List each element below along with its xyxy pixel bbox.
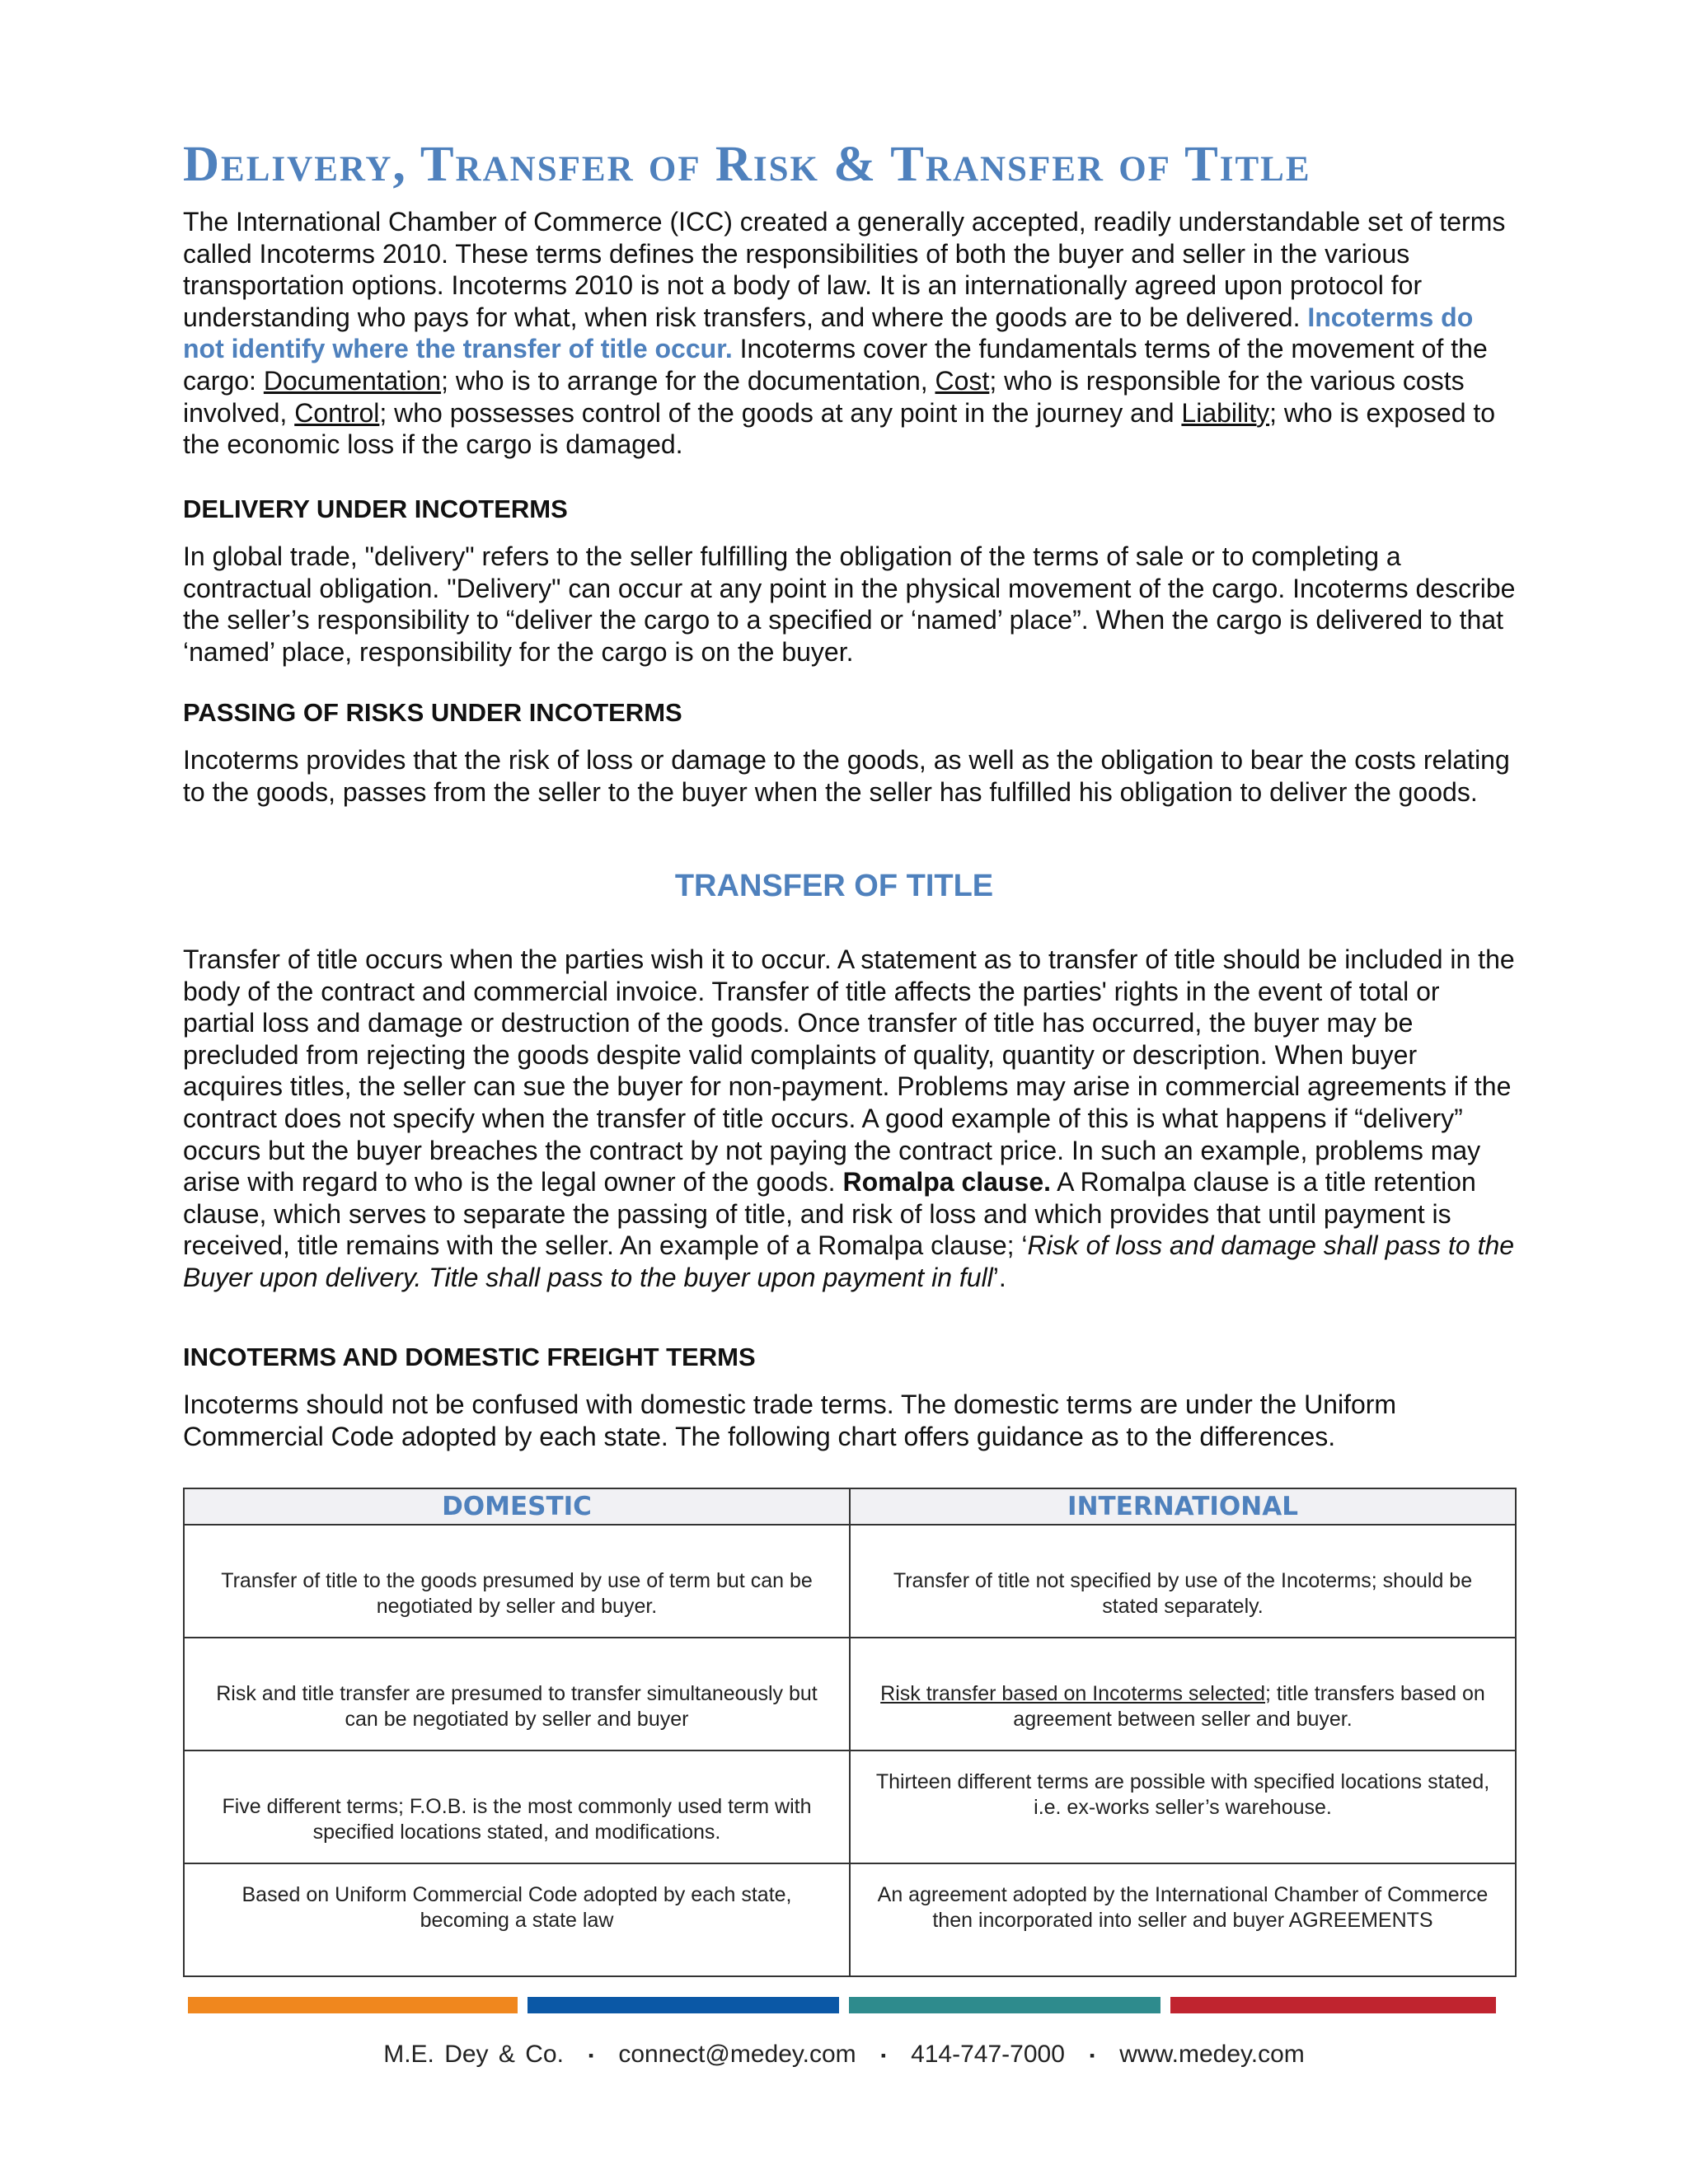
documentation-term: Documentation	[263, 365, 442, 396]
transfer-of-title-heading: TRANSFER OF TITLE	[674, 869, 994, 903]
table-header-row	[184, 1488, 1516, 1525]
footer-bar-red	[1170, 1997, 1496, 2013]
table-row	[184, 1750, 1516, 1863]
risks-heading: PASSING OF RISKS UNDER INCOTERMS	[183, 698, 682, 727]
cost-term: Cost	[935, 365, 990, 396]
table-cell: Transfer of title not specified by use of the Incoterms; should be stated separately.	[850, 1525, 1516, 1638]
domestic-heading: INCOTERMS AND DOMESTIC FREIGHT TERMS	[183, 1343, 756, 1371]
liability-text: ; who is exposed to the economic loss if the cargo is damaged.	[183, 397, 1496, 460]
romalpa-quote: Risk of loss and damage shall pass to the Buyer upon delivery. Title shall pass to the buyer upon payment in full	[183, 1230, 1515, 1292]
documentation-text: ; who is to arrange for the documentation,	[441, 365, 928, 396]
intro-paragraph	[183, 206, 1518, 461]
column-header-domestic: DOMESTIC	[184, 1488, 850, 1525]
comparison-table	[183, 1488, 1517, 1977]
risks-paragraph: Incoterms provides that the risk of loss or damage to the goods, as well as the obligation to bear the costs relating to the goods, passes from the seller to the buyer when the seller has fulfilled his obligation to deliver the goods.	[183, 745, 1510, 807]
footer	[0, 2041, 1688, 2069]
table-cell	[850, 1638, 1516, 1750]
footer-company: M.E. Dey & Co.	[383, 2041, 564, 2068]
table-cell: Risk and title transfer are presumed to transfer simultaneously but can be negotiated by seller and buyer	[184, 1638, 850, 1750]
table-cell: Transfer of title to the goods presumed by use of term but can be negotiated by seller and buyer.	[184, 1525, 850, 1638]
transfer-body-text: Transfer of title occurs when the parties wish it to occur. A statement as to transfer of title should be included in the body of the contract and commercial invoice. Transfer of title affects the parties' rights in the event of total or partial loss and damage or destruction of the goods. Once transfer of title has occurred, the buyer may be precluded from rejecting the goods despite valid complaints of quality, quantity or description. When buyer acquires titles, the seller can sue the buyer for non-payment. Problems may arise in commercial agreements if the contract does not specify when the transfer of title occurs. A good example of this is what happens if “delivery” occurs but the buyer breaches the contract by not paying the contract price. In such an example, problems may arise with regard to who is the legal owner of the goods.	[183, 944, 1515, 1197]
table-cell: An agreement adopted by the International Chamber of Commerce then incorporated into seller and buyer AGREEMENTS	[850, 1863, 1516, 1976]
intro-text-2: Incoterms cover the fundamentals terms of the movement of the cargo:	[183, 334, 1488, 396]
liability-term: Liability	[1181, 397, 1270, 428]
table-row	[184, 1525, 1516, 1638]
risk-transfer-underlined: Risk transfer based on Incoterms selected	[880, 1681, 1266, 1705]
delivery-paragraph: In global trade, "delivery" refers to the seller fulfilling the obligation of the terms of sale or to completing a contractual obligation. "Delivery" can occur at any point in the physical movement of the cargo. Incoterms describe the seller’s responsibility to “deliver the cargo to a specified or ‘named’ place”. When the cargo is delivered to that ‘named’ place, responsibility for the cargo is on the buyer.	[183, 541, 1516, 667]
cost-text: ; who is responsible for the various costs involved,	[183, 365, 1465, 428]
footer-email[interactable]: connect@medey.com	[618, 2041, 856, 2068]
footer-bar-orange	[188, 1997, 518, 2013]
romalpa-end: ’.	[992, 1262, 1006, 1292]
control-term: Control	[294, 397, 380, 428]
domestic-paragraph: Incoterms should not be confused with domestic trade terms. The domestic terms are under the Uniform Commercial Code adopted by each state. The following chart offers guidance as to the differences.	[183, 1390, 1397, 1451]
column-header-international: INTERNATIONAL	[850, 1488, 1516, 1525]
intro-text: The International Chamber of Commerce (ICC) created a generally accepted, readily understandable set of terms called Incoterms 2010. These terms defines the responsibilities of both the buyer and seller in the various transportation options. Incoterms 2010 is not a body of law. It is an internationally agreed upon protocol for understanding who pays for what, when risk transfers, and where the goods are to be delivered.	[183, 207, 1506, 332]
control-text: ; who possesses control of the goods at any point in the journey and	[379, 397, 1175, 428]
page-title: Delivery, Transfer of Risk & Transfer of Title	[183, 137, 1311, 192]
table-cell: Thirteen different terms are possible with specified locations stated, i.e. ex-works seller’s warehouse.	[850, 1750, 1516, 1863]
romalpa-label: Romalpa clause.	[842, 1167, 1051, 1197]
table-cell: Based on Uniform Commercial Code adopted by each state, becoming a state law	[184, 1863, 850, 1976]
delivery-heading: DELIVERY UNDER INCOTERMS	[183, 494, 568, 523]
footer-website[interactable]: www.medey.com	[1119, 2041, 1305, 2068]
footer-bar-blue	[528, 1997, 839, 2013]
risk-transfer-text: ; title transfers based on agreement between seller and buyer.	[1013, 1681, 1485, 1731]
intro-highlight: Incoterms do not identify where the transfer of title occur.	[183, 302, 1474, 364]
table-row	[184, 1863, 1516, 1976]
footer-separator: ▪	[1089, 2046, 1095, 2064]
footer-separator: ▪	[588, 2046, 594, 2064]
table-cell: Five different terms; F.O.B. is the most commonly used term with specified locations stated, and modifications.	[184, 1750, 850, 1863]
table-row	[184, 1638, 1516, 1750]
transfer-of-title-paragraph	[183, 944, 1518, 1294]
footer-separator: ▪	[880, 2046, 887, 2064]
footer-bar-teal	[849, 1997, 1160, 2013]
romalpa-text: A Romalpa clause is a title retention clause, which serves to separate the passing of title, and risk of loss and which provides that until payment is received, title remains with the seller. An example of a Romalpa clause; ‘	[183, 1167, 1476, 1261]
footer-phone[interactable]: 414-747-7000	[911, 2041, 1065, 2068]
